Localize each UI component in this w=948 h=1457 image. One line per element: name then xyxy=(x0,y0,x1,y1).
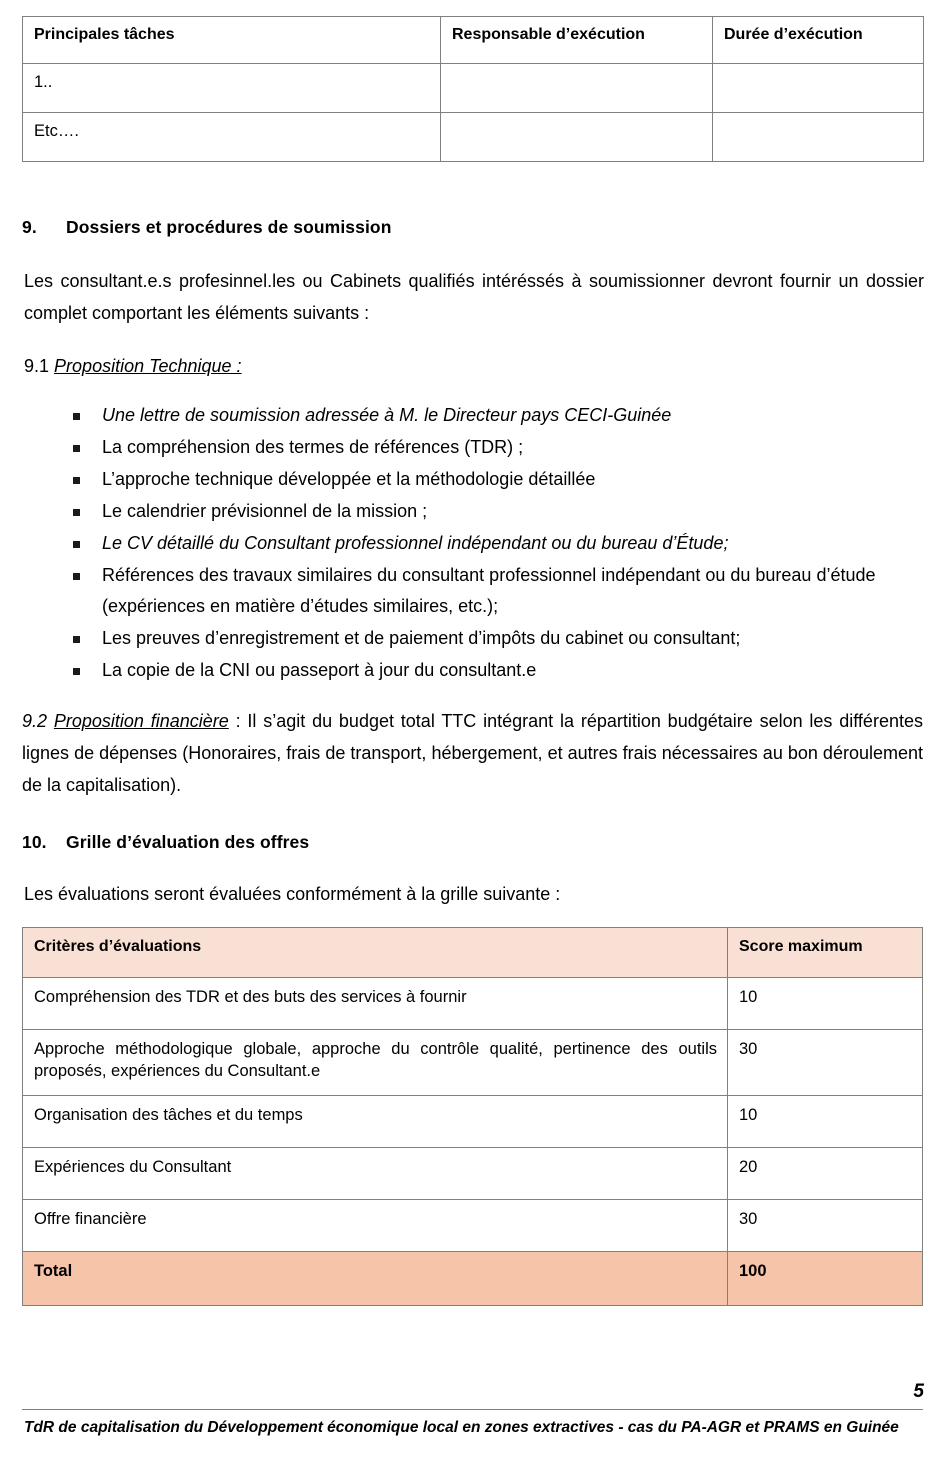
square-bullet-icon xyxy=(73,636,80,643)
section-10-heading xyxy=(22,832,309,853)
list-item xyxy=(62,464,922,495)
list-item-label: Le CV détaillé du Consultant professionnel indépendant ou du bureau d’Étude; xyxy=(102,533,729,553)
subsection-9-2-label: Proposition financière xyxy=(53,711,229,731)
square-bullet-icon xyxy=(73,445,80,452)
list-item xyxy=(62,560,922,622)
cell-score: 10 xyxy=(728,1096,923,1148)
cell-total-score: 100 xyxy=(728,1252,923,1306)
section-10-number: 10. xyxy=(22,832,47,852)
subsection-9-2-text: Il s’agit du budget total TTC intégrant la répartition budgétaire selon les différentes lignes de dépenses (Honoraires, frais de transport, hébergement, et autres frais nécessaires au bon déroulement de la capitalisation). xyxy=(22,711,923,795)
square-bullet-icon xyxy=(73,668,80,675)
tasks-table xyxy=(22,16,924,162)
subsection-9-1-number: 9.1 xyxy=(24,356,50,376)
cell-task: 1.. xyxy=(23,64,441,113)
list-item-label: Les preuves d’enregistrement et de paiement d’impôts du cabinet ou consultant; xyxy=(102,628,741,648)
list-item-label: Une lettre de soumission adressée à M. le Directeur pays CECI-Guinée xyxy=(102,405,672,425)
cell-criterion: Offre financière xyxy=(23,1200,728,1252)
table-row xyxy=(23,1148,923,1200)
list-item xyxy=(62,655,922,686)
cell-score: 10 xyxy=(728,978,923,1030)
section-9-number: 9. xyxy=(22,217,37,237)
technical-proposal-bullet-list xyxy=(62,400,922,687)
cell-score: 30 xyxy=(728,1030,923,1096)
cell-duree xyxy=(713,113,924,162)
section-9-intro-paragraph: Les consultant.e.s profesinnel.les ou Cabinets qualifiés intéréssés à soumissionner devront fournir un dossier complet comportant les éléments suivants : xyxy=(24,271,924,323)
column-header-criteres: Critères d’évaluations xyxy=(23,928,728,978)
cell-responsable xyxy=(441,64,713,113)
footer-divider xyxy=(22,1409,923,1410)
column-header-score-maximum: Score maximum xyxy=(728,928,923,978)
table-row xyxy=(23,1200,923,1252)
section-10-intro-paragraph: Les évaluations seront évaluées conformément à la grille suivante : xyxy=(24,884,561,904)
cell-duree xyxy=(713,64,924,113)
subsection-9-2-block xyxy=(22,705,923,801)
table-row xyxy=(23,64,924,113)
list-item-label: La copie de la CNI ou passeport à jour du consultant.e xyxy=(102,660,537,680)
cell-score: 20 xyxy=(728,1148,923,1200)
column-header-duree-execution: Durée d’exécution xyxy=(713,17,924,64)
list-item xyxy=(62,623,922,654)
table-row xyxy=(23,978,923,1030)
cell-responsable xyxy=(441,113,713,162)
evaluation-grid-table xyxy=(22,927,923,1306)
footer-text: TdR de capitalisation du Développement économique local en zones extractives - cas du PA-AGR et PRAMS en Guinée xyxy=(24,1419,899,1436)
list-item xyxy=(62,432,922,463)
table-row xyxy=(23,1030,923,1096)
list-item-label: Références des travaux similaires du consultant professionnel indépendant ou du bureau d’étude (expériences en matière d’études similaires, etc.); xyxy=(102,565,876,616)
cell-task: Etc…. xyxy=(23,113,441,162)
table-row xyxy=(23,113,924,162)
column-header-responsable-execution: Responsable d’exécution xyxy=(441,17,713,64)
cell-total-label: Total xyxy=(23,1252,728,1306)
table-header-row xyxy=(23,17,924,64)
square-bullet-icon xyxy=(73,573,80,580)
square-bullet-icon xyxy=(73,477,80,484)
section-10-title: Grille d’évaluation des offres xyxy=(66,832,310,852)
cell-criterion: Expériences du Consultant xyxy=(23,1148,728,1200)
cell-criterion: Compréhension des TDR et des buts des services à fournir xyxy=(23,978,728,1030)
table-header-row xyxy=(23,928,923,978)
subsection-9-2-number: 9.2 xyxy=(22,711,48,731)
list-item xyxy=(62,400,922,431)
cell-criterion: Organisation des tâches et du temps xyxy=(23,1096,728,1148)
page-number: 5 xyxy=(913,1381,924,1402)
list-item xyxy=(62,496,922,527)
list-item-label: L’approche technique développée et la méthodologie détaillée xyxy=(102,469,596,489)
table-row xyxy=(23,1096,923,1148)
section-9-title: Dossiers et procédures de soumission xyxy=(66,217,392,237)
cell-score: 30 xyxy=(728,1200,923,1252)
section-9-heading xyxy=(22,217,392,238)
column-header-principales-taches: Principales tâches xyxy=(23,17,441,64)
subsection-9-2-separator: : xyxy=(228,711,248,731)
square-bullet-icon xyxy=(73,541,80,548)
list-item-label: La compréhension des termes de références (TDR) ; xyxy=(102,437,524,457)
square-bullet-icon xyxy=(73,509,80,516)
list-item xyxy=(62,528,922,559)
subsection-9-1-heading xyxy=(24,351,242,381)
list-item-label: Le calendrier prévisionnel de la mission ; xyxy=(102,501,428,521)
subsection-9-1-label: Proposition Technique : xyxy=(54,356,242,376)
square-bullet-icon xyxy=(73,413,80,420)
cell-criterion: Approche méthodologique globale, approche du contrôle qualité, pertinence des outils proposés, expériences du Consultant.e xyxy=(23,1030,728,1096)
table-row-total xyxy=(23,1252,923,1306)
